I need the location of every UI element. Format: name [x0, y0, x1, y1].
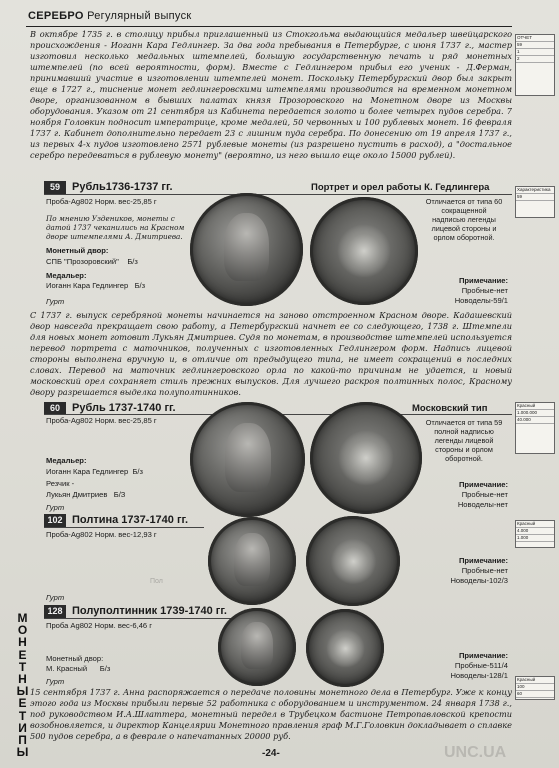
- side-table-3-cell: 40.000: [516, 417, 554, 424]
- coin-60-title: Рубль 1737-1740 гг.: [72, 402, 176, 414]
- coin-59-assay: Проба-Ag802: [46, 197, 93, 206]
- coin-60-note: [420, 480, 508, 510]
- coin-128-mint-mark: Б/з: [99, 664, 111, 673]
- coin-59-mint-mark: Б/з: [127, 257, 138, 266]
- side-table-4-cell: 1.000: [516, 535, 554, 542]
- coin-59-type-title: Портрет и орел работы К. Гедлингера: [311, 182, 490, 193]
- coin-102-assay: Проба-Ag802: [46, 530, 93, 539]
- coin-60-note-line2: Новоделы-нет: [457, 500, 508, 509]
- coin-59-note-label: Примечание:: [458, 276, 508, 285]
- coin-60-weight: Норм. вес-25,85 г: [94, 416, 157, 425]
- side-table-2-cell: 59: [516, 194, 554, 201]
- coin-60-medalist-label: Медальер:: [46, 456, 87, 465]
- coin-59-note-line2: Новоделы-59/1: [454, 296, 508, 305]
- coin-59-medalist-mark: Б/з: [134, 281, 146, 290]
- coin-60-edge-label: Гурт: [46, 503, 65, 512]
- side-table-4-cell: Красный: [516, 521, 554, 528]
- coin-128-note: [420, 651, 508, 681]
- coin-102-note-line1: Пробные-нет: [461, 566, 508, 575]
- ghost-text-left: Пол: [150, 578, 163, 585]
- side-table-1-cell: ОТЧЕТ: [516, 35, 554, 42]
- coin-128-assay: Проба Ag802: [46, 621, 93, 630]
- coin-59-weight: Норм. вес-25,85 г: [94, 197, 157, 206]
- coin-60-engraver-mark: Б/З: [113, 490, 126, 499]
- coin-59-note-line1: Пробные-нет: [461, 286, 508, 295]
- coin-59-rule: [44, 194, 512, 195]
- coin-59-medalist-value: Иоганн Кара Гедлингер: [46, 281, 129, 290]
- coin-128-note-line1: Пробные-511/4: [454, 661, 508, 670]
- coin-59-note: [420, 276, 508, 306]
- coin-59-number: 59: [44, 181, 66, 194]
- coin-128-obverse-image: [218, 608, 296, 686]
- coin-102-obverse-image: [208, 517, 296, 605]
- coin-128-mint: [46, 664, 110, 673]
- coin-102-number: 102: [44, 514, 66, 527]
- coin-60-number: 60: [44, 402, 66, 415]
- coin-59-title: Рубль1736-1737 гг.: [72, 181, 173, 193]
- coin-59-diff-note: Отличается от типа 60 сокращенной надписью легенды лицевой стороны и орлом оборотной.: [425, 197, 503, 242]
- page-header: [28, 10, 192, 22]
- header-rule: [26, 26, 512, 27]
- side-table-5-cell: 100: [516, 684, 554, 691]
- coin-102-weight: Норм. вес-12,93 г: [94, 530, 157, 539]
- coin-128-edge-label: Гурт: [46, 677, 65, 686]
- intro-paragraph: В октябре 1735 г. в столицу прибыл приглашенный из Стокгольма выдающийся медальер швейцарского происхождения - Иоганн Кара Гедлингер. За два года пребывания в Петербурге, с июня 1737 г., мастер изготовил несколько медальных штемпелей, большую государственную печать и ряд монетных штемпелей (по всей вероятности, форм). Вместе с Гедлингером прибыл его ученик - Д.Ферман, принимавший участие в изготовлении штемпелей монет. Поскольку Петербургский двор был закрыт еще в 1727 г., тиснение монет гедлингеровскими штемпелями производится на временном монетном дворе, организованном в бывших палатах князя Прозоровского на Монетном дворе из Москвы оборудования. Указом от 21 сентября из Кабинета передается золото и более четырех пудов серебра. 7 ноября Головкин подносит императрице, кроме медалей, 50 червонных и 100 рублевых монет. 16 февраля 1737 г. Кабинет дополнительно передает 23 с лишним пуда серебра. По донесению от 19 апреля 1737 г., из первых 4-х пудов изготовлено 2571 рублевые монеты (из разрешено пустить в расход), а "достальное серебро передеваться в рублевую монету" (вероятно, из него вышло еще около 15000 рублей).: [30, 29, 512, 160]
- coin-59-edge-label: Гурт: [46, 297, 65, 306]
- coin-102-reverse-image: [306, 516, 400, 606]
- coin-128-note-line2: Новоделы-128/1: [450, 671, 508, 680]
- coin-59-medalist: [46, 281, 145, 290]
- coin-60-obverse-image: [190, 402, 305, 517]
- coin-60-engraver-value: Лукьян Дмитриев: [46, 490, 108, 499]
- side-table-1-cell: 59: [516, 42, 554, 49]
- coin-60-engraver: [46, 490, 125, 499]
- coin-60-note-line1: Пробные-нет: [461, 490, 508, 499]
- coin-102-note-line2: Новоделы-102/3: [450, 576, 508, 585]
- coin-128-mint-value: М. Красный: [46, 664, 88, 673]
- coin-60-specs: [46, 416, 157, 425]
- coin-59-remark: По мнению Уздеников, монеты с датой 1737 чеканились на Красном дворе штемпелями А. Дмитриева.: [46, 214, 185, 241]
- side-table-1-cell: 1: [516, 49, 554, 56]
- coin-59-mint: [46, 257, 138, 266]
- coin-60-type-title: Московский тип: [412, 403, 488, 414]
- coin-128-mint-label: Монетный двор:: [46, 654, 104, 663]
- side-table-3: [515, 402, 555, 454]
- coin-60-reverse-image: [310, 402, 422, 514]
- coin-60-medalist-value: Иоганн Кара Гедлингер: [46, 467, 129, 476]
- side-table-1: [515, 34, 555, 96]
- side-table-5-cell: 60: [516, 691, 554, 698]
- coin-102-specs: [46, 530, 157, 539]
- coin-102-note-label: Примечание:: [458, 556, 508, 565]
- coin-128-note-label: Примечание:: [458, 651, 508, 660]
- vertical-section-text: МОНЕТНЫЕ ТИПЫ: [16, 611, 30, 760]
- coin-60-engraver-label: Резчик -: [46, 479, 75, 488]
- header-section: СЕРЕБРО: [28, 10, 84, 22]
- coin-59-obverse-image: [190, 193, 303, 306]
- side-table-1-cell: 2: [516, 56, 554, 63]
- coin-128-reverse-image: [306, 609, 384, 687]
- coin-59-reverse-image: [310, 197, 418, 305]
- coin-128-title: Полуполтинник 1739-1740 гг.: [72, 605, 227, 617]
- coin-60-medalist-mark: Б/з: [132, 467, 144, 476]
- side-table-4-cell: 4.000: [516, 528, 554, 535]
- side-table-3-cell: 1.000.000: [516, 410, 554, 417]
- side-table-2-cell: Характеристика: [516, 187, 554, 194]
- coin-102-title: Полтина 1737-1740 гг.: [72, 514, 189, 526]
- coin-128-specs: [46, 621, 152, 630]
- watermark-logo: UNC.UA: [444, 744, 507, 761]
- coin-60-assay: Проба-Ag802: [46, 416, 93, 425]
- coin-102-rule: [44, 527, 204, 528]
- side-table-4: [515, 520, 555, 548]
- coin-102-edge-label: Гурт: [46, 593, 65, 602]
- coin-128-number: 128: [44, 605, 66, 618]
- coin-59-specs: [46, 197, 157, 206]
- closing-paragraph: 15 сентября 1737 г. Анна распоряжается о передаче половины монетного дела в Петербург. Уже к концу этого года из Москвы прибыли первые 52 работника с оборудованием и инструментом. 24 января 1738 г., под руководством И.А.Шлаттера, монетный передел в Трубецком бастионе Петропавловской крепости возобновляется, и директор Канцелярии Монетного правления граф М.Г.Головкин докладывает о сплавке 500 пудов серебра, а в феврале о напечатанных 20000 руб.: [30, 687, 512, 741]
- side-table-3-cell: Красный: [516, 403, 554, 410]
- side-table-2: [515, 186, 555, 218]
- coin-60-medalist: [46, 467, 143, 476]
- coin-102-note: [420, 556, 508, 586]
- header-subtitle: Регулярный выпуск: [87, 10, 192, 22]
- side-table-5-cell: Красный: [516, 677, 554, 684]
- coin-59-mint-value: СПБ "Прозоровский": [46, 257, 119, 266]
- page-number: -24-: [262, 748, 280, 759]
- middle-paragraph: С 1737 г. выпуск серебряной монеты начинается на заново отстроенном Красном дворе. Кадашевский двор навсегда прекращает свою работу, а Петербургский начнет ее со следующего, 1738 г. Штемпели для новых монет готовит Лукьян Дмитриев. Судя по монетам, в производстве штемпелей используется перевод портрета с маточников, полученных с изготовленных Гедлингером форм. Надпись лицевой стороны выполнена вручную и, в отличие от предыдущего типа, не имеет сокращений в последних словах. Перевод на маточник гедлингеровского орла по какой-то причинам не удается, и новый московский орел сохраняет стиль прежних выпусков. Для лучшего раскроя полтинных полос, Красному двору разрешается выделка полуполтинников.: [30, 310, 512, 397]
- coin-128-weight: Норм. вес-6,46 г: [94, 621, 153, 630]
- coin-128-rule: [44, 618, 244, 619]
- coin-60-diff-note: Отличается от типа 59 полной надписью легенды лицевой стороны и орлом оборотной.: [425, 418, 503, 463]
- coin-60-note-label: Примечание:: [458, 480, 508, 489]
- vertical-section-label: [14, 612, 32, 758]
- side-table-5: [515, 676, 555, 700]
- coin-59-mint-label: Монетный двор:: [46, 246, 109, 255]
- coin-59-medalist-label: Медальер:: [46, 271, 87, 280]
